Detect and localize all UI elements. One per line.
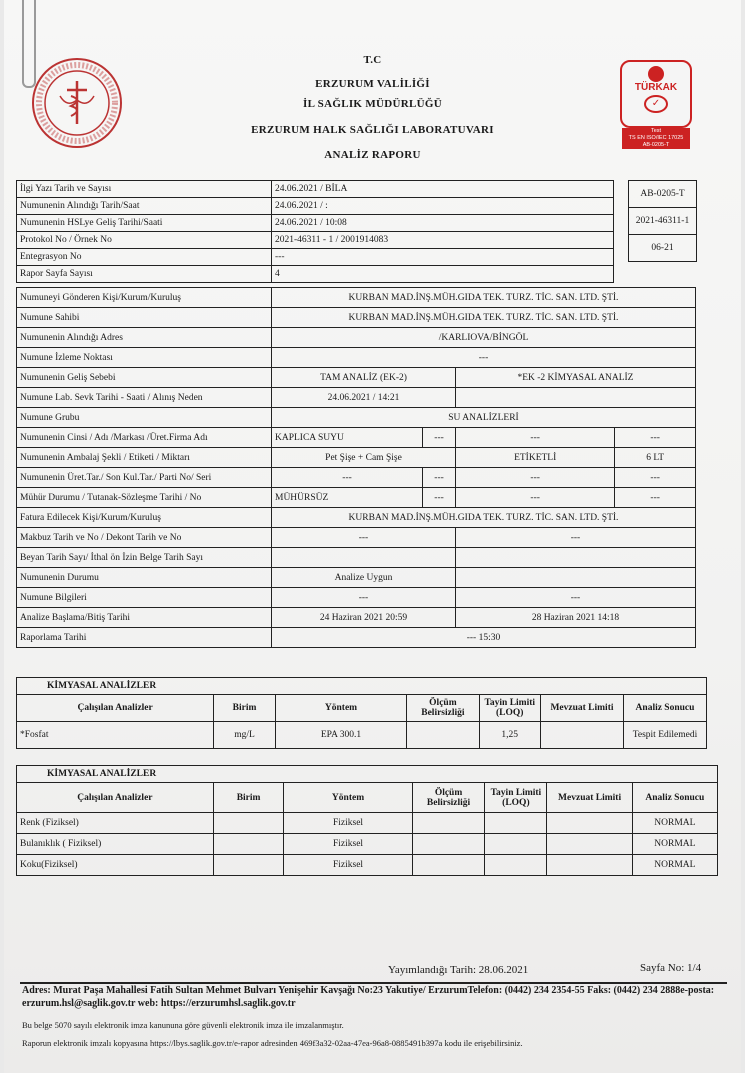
section-title: KİMYASAL ANALİZLER	[17, 766, 718, 783]
chemical-analysis-table-2	[16, 765, 718, 876]
table-row: Numunenin Alındığı Adres /KARLIOVA/BİNGÖL	[17, 328, 696, 348]
table-row: Entegrasyon No ---	[17, 249, 614, 266]
turkak-accreditation-logo: TÜRKAK ✓ Test TS EN ISO/IEC 17025 AB-0205-T	[620, 60, 690, 156]
table-row: Makbuz Tarih ve No / Dekont Tarih ve No --- ---	[17, 528, 696, 548]
table-row: Analize Başlama/Bitiş Tarihi 24 Haziran 2021 20:59 28 Haziran 2021 14:18	[17, 608, 696, 628]
accreditation-code: AB-0205-T	[629, 181, 696, 208]
chemical-analysis-table-1	[16, 677, 707, 749]
table-row: Beyan Tarih Sayı/ İthal ön İzin Belge Tarih Sayı	[17, 548, 696, 568]
table-row: Rapor Sayfa Sayısı 4	[17, 266, 614, 283]
footer-address: Adres: Murat Paşa Mahallesi Fatih Sultan Mehmet Bulvarı Yenişehir Kavşağı No:23 Yakutiye/ ErzurumTelefon: (0442) 234 2354-55 Faks: (0442) 234 2888e-posta: erzurum.hsl@saglik.gov.tr web: https://erzurumhsl.saglik.gov.tr	[22, 985, 715, 1009]
table-row: Numunenin Ambalaj Şekli / Etiketi / Miktarı Pet Şişe + Cam Şişe ETİKETLİ 6 LT	[17, 448, 696, 468]
crescent-icon	[648, 66, 664, 82]
protocol-code: 2021-46311-1	[629, 208, 696, 235]
table-row: Numune İzleme Noktası ---	[17, 348, 696, 368]
sample-details-table	[16, 287, 696, 648]
header-directorate: İL SAĞLIK MÜDÜRLÜĞÜ	[303, 98, 442, 110]
table-header-row: Çalışılan Analizler Birim Yöntem Ölçüm Belirsizliği Tayin Limiti (LOQ) Mevzuat Limiti Analiz Sonucu	[17, 695, 707, 722]
table-row: Koku(Fiziksel) Fiziksel NORMAL	[17, 855, 718, 876]
check-icon: ✓	[644, 95, 668, 113]
table-row: Protokol No / Örnek No 2021-46311 - 1 / 2001914083	[17, 232, 614, 249]
table-row: Numune Bilgileri --- ---	[17, 588, 696, 608]
table-row: Numunenin Geliş Sebebi TAM ANALİZ (EK-2) *EK -2 KİMYASAL ANALİZ	[17, 368, 696, 388]
table-row: Numuneyi Gönderen Kişi/Kurum/Kuruluş KURBAN MAD.İNŞ.MÜH.GIDA TEK. TURZ. TİC. SAN. LTD. ŞTİ.	[17, 288, 696, 308]
e-report-link-note: Raporun elektronik imzalı kopyasına https://lbys.saglik.gov.tr/e-rapor adresinden 469f3a32-02aa-47ea-96a8-0885491b397a kodu ile erişebilirsiniz.	[22, 1038, 523, 1048]
table-row: Numune Grubu SU ANALİZLERİ	[17, 408, 696, 428]
table-row: Numunenin Üret.Tar./ Son Kul.Tar./ Parti No/ Seri --- --- --- ---	[17, 468, 696, 488]
report-info-table	[16, 180, 614, 283]
table-row: Fatura Edilecek Kişi/Kurum/Kuruluş KURBAN MAD.İNŞ.MÜH.GIDA TEK. TURZ. TİC. SAN. LTD. ŞTİ.	[17, 508, 696, 528]
table-row: Bulanıklık ( Fiziksel) Fiziksel NORMAL	[17, 834, 718, 855]
header-laboratory: ERZURUM HALK SAĞLIĞI LABORATUVARI	[251, 124, 494, 136]
table-row: Mühür Durumu / Tutanak-Sözleşme Tarihi / No MÜHÜRSÜZ --- --- ---	[17, 488, 696, 508]
table-header-row: Çalışılan Analizler Birim Yöntem Ölçüm Belirsizliği Tayin Limiti (LOQ) Mevzuat Limiti Analiz Sonucu	[17, 783, 718, 813]
table-row: Numune Lab. Sevk Tarihi - Saati / Alınış Neden 24.06.2021 / 14:21	[17, 388, 696, 408]
header-governorship: ERZURUM VALİLİĞİ	[315, 78, 430, 90]
report-codes-box	[628, 180, 697, 262]
table-row: Raporlama Tarihi --- 15:30	[17, 628, 696, 648]
table-row: *Fosfat mg/L EPA 300.1 1,25 Tespit Edilemedi	[17, 722, 707, 749]
header-tc: T.C	[363, 54, 382, 66]
publication-date: Yayımlandığı Tarih: 28.06.2021	[388, 964, 529, 976]
table-row: Renk (Fiziksel) Fiziksel NORMAL	[17, 813, 718, 834]
section-title: KİMYASAL ANALİZLER	[17, 678, 707, 695]
page-title: ANALİZ RAPORU	[324, 149, 421, 161]
table-row: Numunenin HSLye Geliş Tarihi/Saati 24.06.2021 / 10:08	[17, 215, 614, 232]
table-row: Numunenin Cinsi / Adı /Markası /Üret.Firma Adı KAPLICA SUYU --- --- ---	[17, 428, 696, 448]
revision-code: 06-21	[651, 243, 674, 253]
table-row: Numunenin Durumu Analize Uygun	[17, 568, 696, 588]
page-number: Sayfa No: 1/4	[640, 962, 702, 974]
table-row: Numune Sahibi KURBAN MAD.İNŞ.MÜH.GIDA TEK. TURZ. TİC. SAN. LTD. ŞTİ.	[17, 308, 696, 328]
e-signature-note: Bu belge 5070 sayılı elektronik imza kanununa göre güvenli elektronik imza ile imzalanmıştır.	[22, 1020, 344, 1030]
table-row: İlgi Yazı Tarih ve Sayısı 24.06.2021 / BİLA	[17, 181, 614, 198]
table-row: Numunenin Alındığı Tarih/Saat 24.06.2021 / :	[17, 198, 614, 215]
